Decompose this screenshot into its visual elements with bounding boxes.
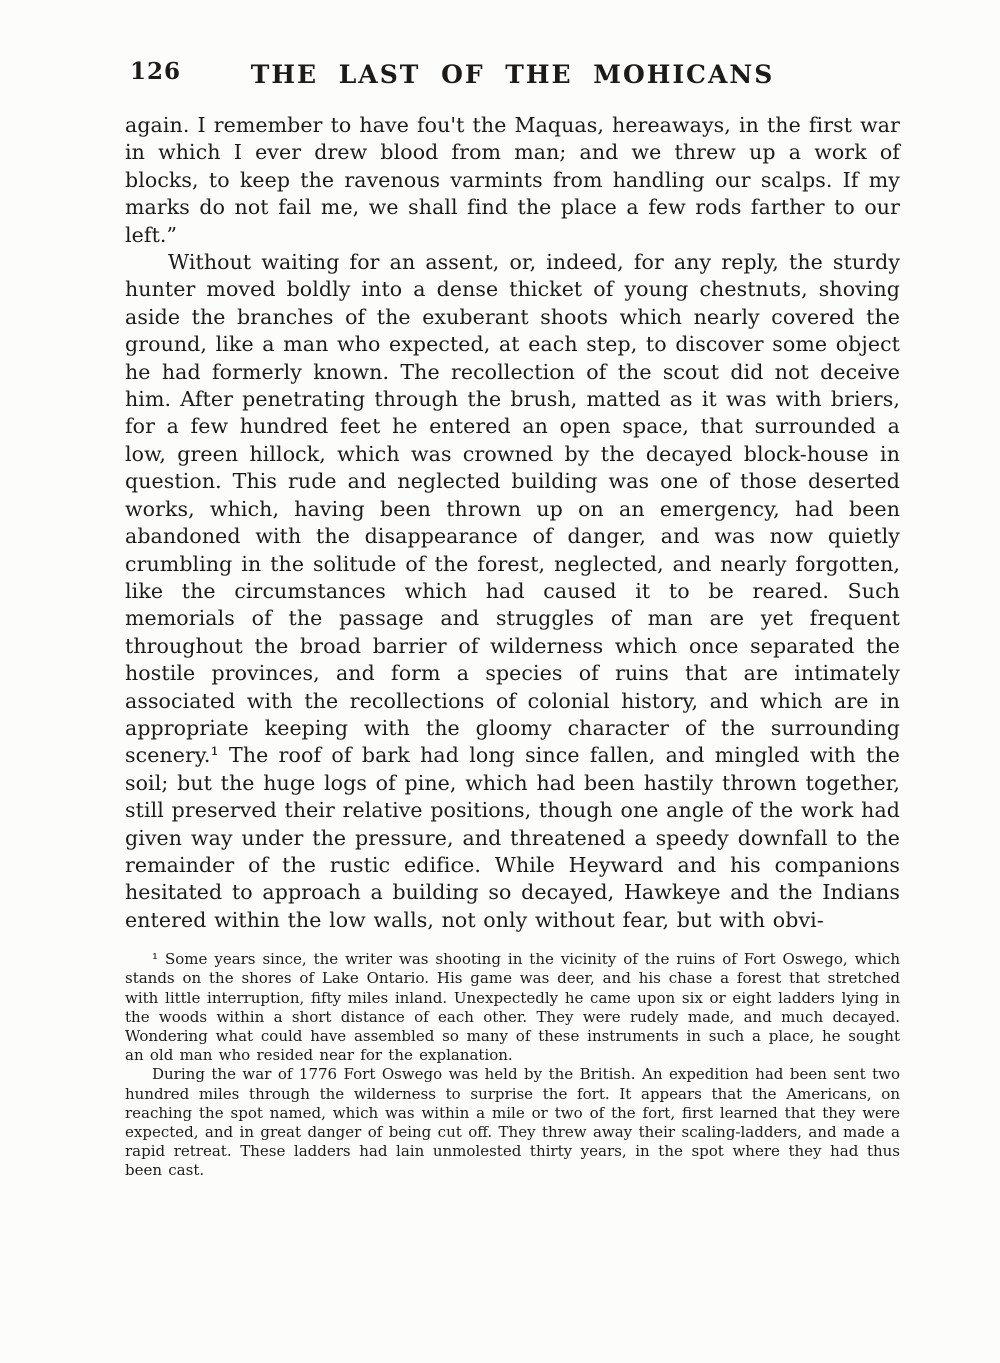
footnote-section — [125, 950, 900, 1180]
body-paragraph-continued: again. I remember to have fou't the Maquas, hereaways, in the first war in which I ever drew blood from man; and we threw up a work of blocks, to keep the ravenous varmints from handling our scalps. If my marks do not fail me, we shall find the place a few rods farther to our left.” — [125, 113, 900, 247]
body-paragraph: Without waiting for an assent, or, indeed, for any reply, the sturdy hunter moved boldly into a dense thicket of young chestnuts, shoving aside the branches of the exuberant shoots which nearly covered the ground, like a man who expected, at each step, to discover some object he had formerly known. The recollection of the scout did not deceive him. After penetrating through the brush, matted as it was with briers, for a few hundred feet he entered an open space, that surrounded a low, green hillock, which was crowned by the decayed block-house in question. This rude and neglected building was one of those deserted works, which, having been thrown up on an emergency, had been abandoned with the disappearance of danger, and was now quietly crumbling in the solitude of the forest, neglected, and nearly forgotten, like the circumstances which had caused it to be reared. Such memorials of the passage and struggles of man are yet frequent throughout the broad barrier of wilderness which once separated the hostile provinces, and form a species of ruins that are intimately associated with the recollections of colonial history, and which are in appropriate keeping with the gloomy character of the surrounding scenery.¹ The roof of bark had long since fallen, and mingled with the soil; but the huge logs of pine, which had been hastily thrown together, still preserved their relative positions, though one angle of the work had given way under the pressure, and threatened a speedy downfall to the remainder of the rustic edifice. While Heyward and his companions hesitated to approach a building so decayed, Hawkeye and the Indians entered within the low walls, not only without fear, but with obvi- — [125, 250, 900, 932]
body-text — [125, 112, 900, 934]
page-header — [125, 52, 900, 98]
footnote-paragraph: During the war of 1776 Fort Oswego was held by the British. An expedition had been sent two hundred miles through the wilderness to surprise the fort. It appears that the Americans, on reaching the spot named, which was within a mile or two of the fort, first learned that they were expected, and in great danger of being cut off. They threw away their scaling-ladders, and made a rapid retreat. These ladders had lain unmolested thirty years, in the spot where they had thus been cast. — [125, 1065, 900, 1180]
footnote-paragraph: ¹ Some years since, the writer was shooting in the vicinity of the ruins of Fort Oswego, which stands on the shores of Lake Ontario. His game was deer, and his chase a forest that stretched with little interruption, fifty miles inland. Unexpectedly he came upon six or eight ladders lying in the woods within a short distance of each other. They were rudely made, and much decayed. Wondering what could have assembled so many of these instruments in such a place, he sought an old man who resided near for the explanation. — [125, 950, 900, 1065]
page-number: 126 — [130, 58, 182, 85]
running-title: THE LAST OF THE MOHICANS — [250, 60, 775, 89]
